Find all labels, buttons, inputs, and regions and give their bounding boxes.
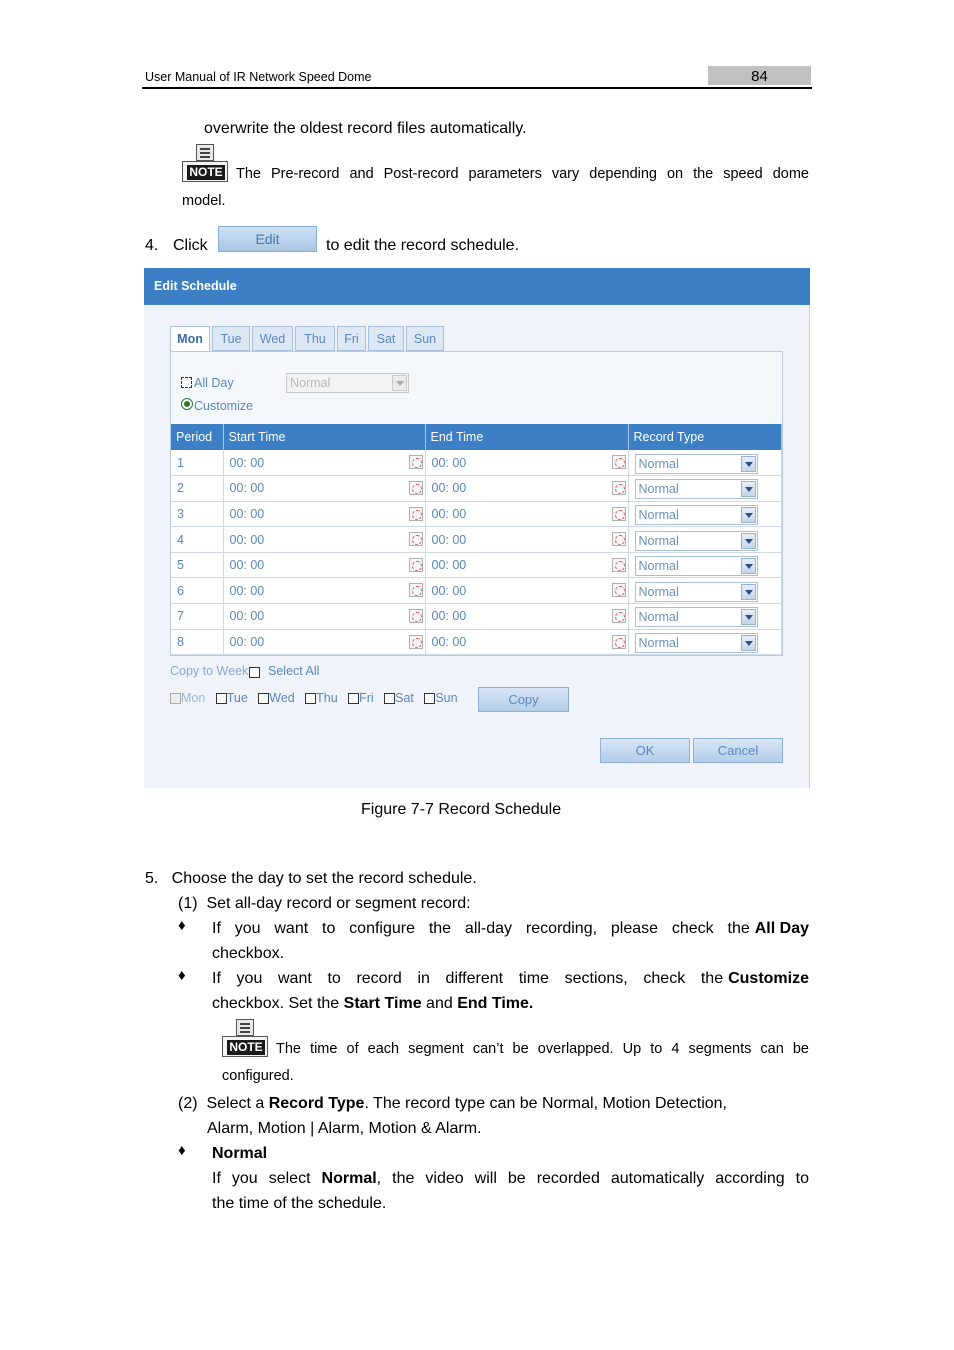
- copy-tue-label: Tue: [226, 691, 248, 705]
- record-type-cell: [628, 552, 782, 578]
- record-type-cell: [628, 450, 782, 476]
- period-cell: 2: [171, 476, 223, 502]
- cancel-button[interactable]: Cancel: [693, 738, 783, 763]
- clock-icon[interactable]: [612, 481, 626, 495]
- start-time-cell[interactable]: 00: 00: [223, 501, 425, 527]
- period-cell: 8: [171, 629, 223, 655]
- end-time-cell[interactable]: 00: 00: [425, 476, 628, 502]
- bullet2-line2: checkbox. Set the Start Time and End Time.: [212, 995, 534, 1012]
- copy-wed-checkbox[interactable]: [258, 693, 269, 704]
- customize-label: Customize: [194, 399, 254, 413]
- all-day-checkbox[interactable]: [181, 374, 192, 392]
- record-type-cell: [628, 476, 782, 502]
- col-period: Period: [171, 424, 223, 450]
- sub2-line1: (2) Select a Record Type. The record type can be Normal, Motion Detection,: [178, 1095, 727, 1112]
- dialog-title: Edit Schedule: [144, 268, 810, 305]
- start-time-cell[interactable]: 00: 00: [223, 450, 425, 476]
- copy-sat-checkbox[interactable]: [384, 693, 395, 704]
- header-title: User Manual of IR Network Speed Dome: [145, 70, 372, 84]
- copy-button[interactable]: Copy: [478, 687, 569, 712]
- period-cell: 3: [171, 501, 223, 527]
- record-type-select[interactable]: Normal: [635, 531, 758, 551]
- copy-sun-label: Sun: [435, 691, 458, 705]
- clock-icon[interactable]: [612, 635, 626, 649]
- sub2-line2: Alarm, Motion | Alarm, Motion & Alarm.: [207, 1120, 482, 1137]
- start-time-cell[interactable]: 00: 00: [223, 629, 425, 655]
- record-type-cell: [628, 604, 782, 630]
- copy-wed-label: Wed: [269, 691, 295, 705]
- clock-icon[interactable]: [409, 481, 423, 495]
- end-time-cell[interactable]: 00: 00: [425, 578, 628, 604]
- col-record-type: Record Type: [628, 424, 782, 450]
- sub1-text: (1) Set all-day record or segment record:: [178, 895, 471, 912]
- bullet-diamond-icon: ♦: [178, 967, 186, 984]
- record-type-select[interactable]: Normal: [635, 607, 758, 627]
- clock-icon[interactable]: [612, 583, 626, 597]
- period-cell: 6: [171, 578, 223, 604]
- tab-wed[interactable]: Wed: [252, 326, 293, 351]
- bullet-diamond-icon: ♦: [178, 1142, 186, 1159]
- copy-fri-label: Fri: [359, 691, 374, 705]
- table-row: [171, 501, 782, 527]
- tab-tue[interactable]: Tue: [212, 326, 250, 351]
- tab-sun[interactable]: Sun: [406, 326, 444, 351]
- table-row: [171, 450, 782, 476]
- record-type-select[interactable]: Normal: [635, 479, 758, 499]
- step4-click: Click: [173, 237, 208, 254]
- copy-to-week-label: Copy to Week: [170, 664, 249, 678]
- note-icon: NOTE: [182, 144, 228, 182]
- period-cell: 4: [171, 527, 223, 553]
- bullet2-line1: If you want to record in different time sections, check the Customize: [212, 970, 809, 987]
- clock-icon[interactable]: [409, 507, 423, 521]
- note1-line1: The Pre-record and Post-record parameters vary depending on the speed dome: [236, 166, 809, 182]
- record-type-select[interactable]: Normal: [635, 454, 758, 474]
- copy-days-row: [170, 691, 458, 705]
- page-number: 84: [708, 66, 811, 85]
- end-time-cell[interactable]: 00: 00: [425, 552, 628, 578]
- record-type-select[interactable]: Normal: [635, 633, 758, 653]
- record-type-cell: [628, 578, 782, 604]
- end-time-cell[interactable]: 00: 00: [425, 527, 628, 553]
- record-type-cell: [628, 527, 782, 553]
- copy-thu-checkbox[interactable]: [305, 693, 316, 704]
- normal-line2: the time of the schedule.: [212, 1195, 387, 1212]
- record-type-cell: [628, 501, 782, 527]
- end-time-cell[interactable]: 00: 00: [425, 604, 628, 630]
- start-time-cell[interactable]: 00: 00: [223, 578, 425, 604]
- schedule-table: [171, 424, 782, 655]
- end-time-cell[interactable]: 00: 00: [425, 450, 628, 476]
- copy-fri-checkbox[interactable]: [348, 693, 359, 704]
- bullet1-line2: checkbox.: [212, 945, 285, 962]
- customize-radio[interactable]: [181, 398, 193, 410]
- record-type-cell: [628, 629, 782, 655]
- select-all-label: Select All: [268, 664, 320, 678]
- table-row: [171, 527, 782, 553]
- step4-number: 4.: [145, 237, 159, 254]
- start-time-cell[interactable]: 00: 00: [223, 476, 425, 502]
- start-time-cell[interactable]: 00: 00: [223, 527, 425, 553]
- table-row: [171, 552, 782, 578]
- period-cell: 7: [171, 604, 223, 630]
- record-type-select[interactable]: Normal: [635, 582, 758, 602]
- copy-mon-label: Mon: [181, 691, 206, 705]
- clock-icon[interactable]: [409, 455, 423, 469]
- select-all-checkbox[interactable]: [249, 664, 260, 682]
- clock-icon[interactable]: [409, 583, 423, 597]
- ok-button[interactable]: OK: [600, 738, 690, 763]
- record-type-select[interactable]: Normal: [635, 556, 758, 576]
- header-rule: [142, 87, 812, 89]
- overwrite-text: overwrite the oldest record files automatically.: [204, 120, 527, 137]
- all-day-label: All Day: [194, 376, 234, 390]
- col-start-time: Start Time: [223, 424, 425, 450]
- table-row: [171, 476, 782, 502]
- period-cell: 1: [171, 450, 223, 476]
- note2-line2: configured.: [222, 1068, 294, 1084]
- table-row: [171, 604, 782, 630]
- col-end-time: End Time: [425, 424, 628, 450]
- edit-button[interactable]: Edit: [218, 226, 317, 252]
- tab-mon[interactable]: Mon: [170, 326, 210, 352]
- clock-icon[interactable]: [409, 532, 423, 546]
- tab-sat[interactable]: Sat: [368, 326, 404, 351]
- period-cell: 5: [171, 552, 223, 578]
- clock-icon[interactable]: [612, 507, 626, 521]
- clock-icon[interactable]: [612, 609, 626, 623]
- copy-mon-checkbox[interactable]: [170, 693, 181, 704]
- normal-heading: Normal: [212, 1145, 268, 1162]
- normal-line1: If you select Normal, the video will be recorded automatically according to: [212, 1170, 809, 1187]
- step4-rest: to edit the record schedule.: [326, 237, 520, 254]
- note1-line2: model.: [182, 193, 226, 209]
- clock-icon[interactable]: [409, 558, 423, 572]
- clock-icon[interactable]: [612, 455, 626, 469]
- figure-caption: Figure 7-7 Record Schedule: [361, 801, 562, 818]
- clock-icon[interactable]: [409, 635, 423, 649]
- start-time-cell[interactable]: 00: 00: [223, 604, 425, 630]
- record-type-select[interactable]: Normal: [635, 505, 758, 525]
- end-time-cell[interactable]: 00: 00: [425, 629, 628, 655]
- all-day-type-select[interactable]: Normal: [286, 373, 409, 393]
- copy-sat-label: Sat: [395, 691, 414, 705]
- step5-text: 5. Choose the day to set the record schedule.: [145, 870, 477, 887]
- bullet-diamond-icon: ♦: [178, 917, 186, 934]
- tab-fri[interactable]: Fri: [337, 326, 366, 351]
- table-row: [171, 629, 782, 655]
- end-time-cell[interactable]: 00: 00: [425, 501, 628, 527]
- bullet1-line1: If you want to configure the all-day recording, please check the All Day: [212, 920, 809, 937]
- tab-thu[interactable]: Thu: [295, 326, 335, 351]
- clock-icon[interactable]: [612, 558, 626, 572]
- copy-sun-checkbox[interactable]: [424, 693, 435, 704]
- start-time-cell[interactable]: 00: 00: [223, 552, 425, 578]
- clock-icon[interactable]: [409, 609, 423, 623]
- copy-thu-label: Thu: [316, 691, 338, 705]
- clock-icon[interactable]: [612, 532, 626, 546]
- note-icon: NOTE: [222, 1019, 268, 1057]
- copy-tue-checkbox[interactable]: [216, 693, 227, 704]
- note2-line1: The time of each segment can’t be overlapped. Up to 4 segments can be: [276, 1041, 809, 1057]
- table-row: [171, 578, 782, 604]
